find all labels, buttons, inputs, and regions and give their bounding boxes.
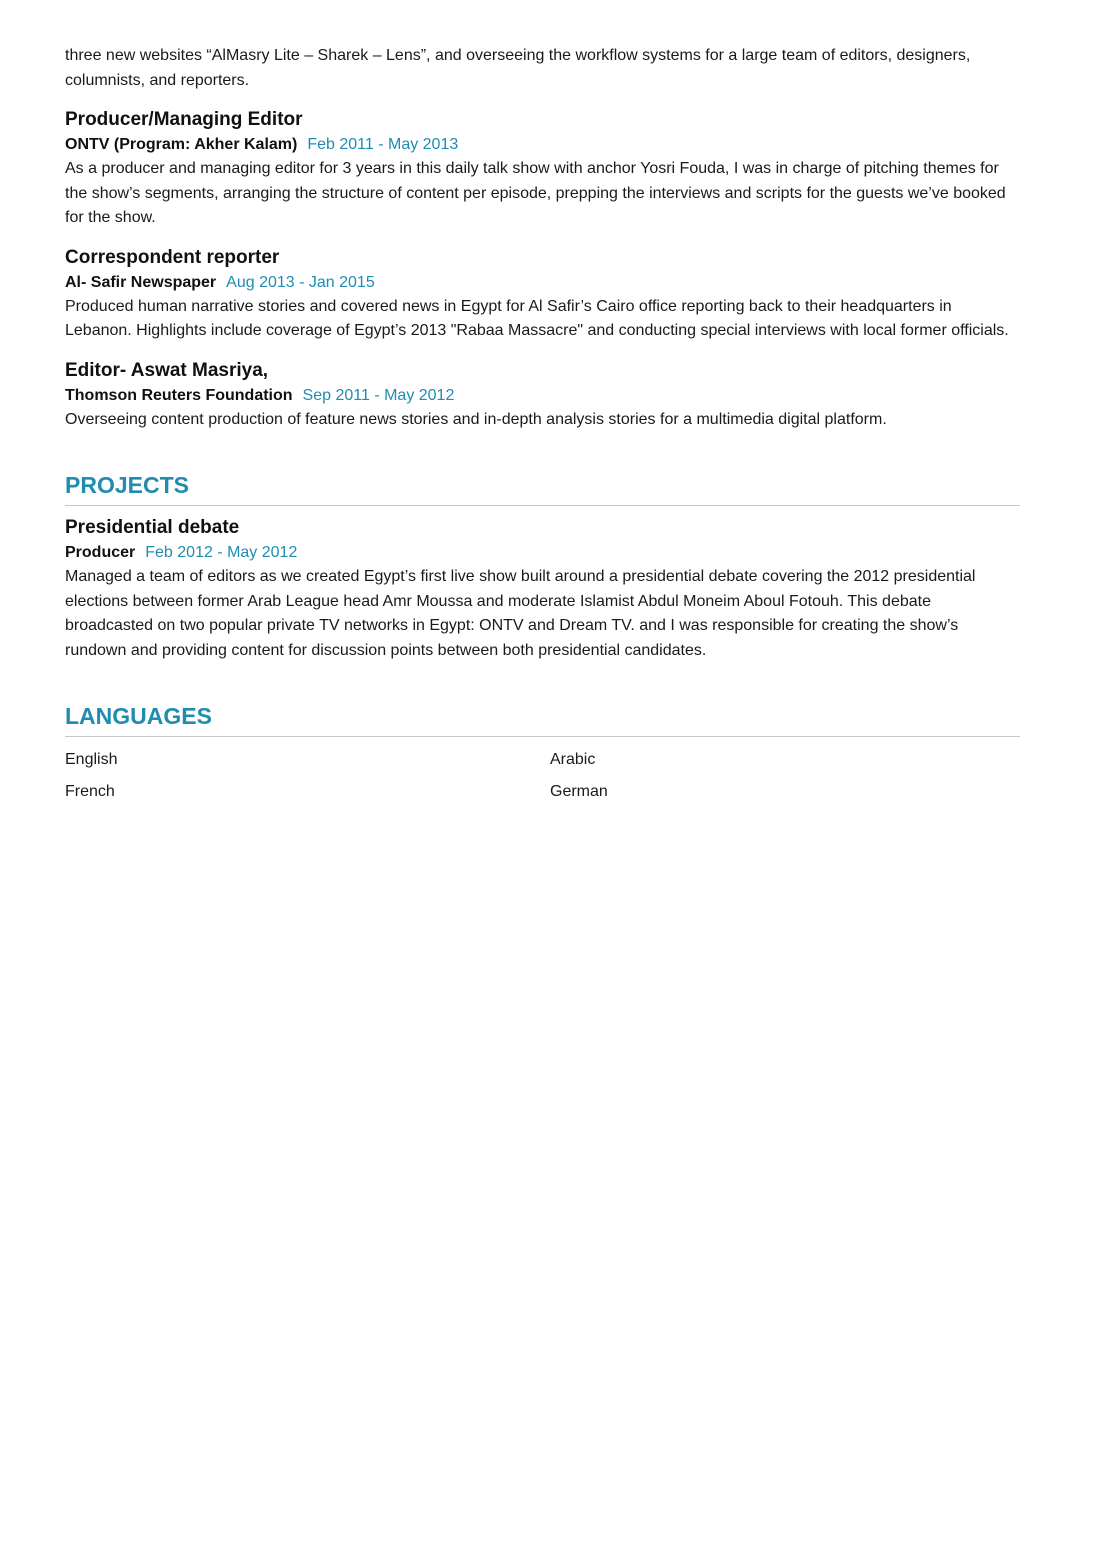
employer-name: Al- Safir Newspaper (65, 273, 217, 291)
language-item: English (65, 751, 118, 768)
job-description: As a producer and managing editor for 3 years in this daily talk show with anchor Yosri Fouda, I was in charge of pitching themes for the show’s segments, arranging the structure of content per episode, prepping the interviews and scripts for the guests we’ve booked for the show. (65, 160, 1006, 226)
languages-list (65, 748, 1020, 804)
project-dates: Feb 2012 - May 2012 (145, 544, 298, 561)
language-item: Arabic (550, 751, 596, 768)
languages-heading: LANGUAGES (65, 701, 1020, 737)
language-item: German (550, 783, 608, 800)
job-description: Overseeing content production of feature news stories and in-depth analysis stories for a multimedia digital platform. (65, 410, 887, 428)
job-description: Produced human narrative stories and covered news in Egypt for Al Safir’s Cairo office reporting back to their headquarters in Lebanon. Highlights include coverage of Egypt’s 2013 "Rabaa Massacre" and conducting special interviews with local former officials. (65, 297, 1009, 339)
employer-name: ONTV (Program: Akher Kalam) (65, 136, 298, 153)
job-title: Correspondent reporter (65, 246, 280, 268)
project-description: Managed a team of editors as we created Egypt’s first live show built around a presidential debate covering the 2012 presidential elections between former Arab League head Amr Moussa and moderate Islamist Abdul Moneim Aboul Fotouh. This debate broadcasted on two popular private TV networks in Egypt: ONTV and Dream TV. and I was responsible for creating the show’s rundown and providing content for discussion points between both presidential candidates. (65, 568, 976, 659)
languages-section (65, 701, 1020, 804)
job-dates: Feb 2011 - May 2013 (307, 136, 459, 153)
job-title: Producer/Managing Editor (65, 109, 303, 130)
projects-heading: PROJECTS (65, 470, 1020, 506)
resume-page (65, 44, 1020, 804)
employer-name: Thomson Reuters Foundation (65, 386, 293, 404)
projects-section (65, 470, 1020, 663)
project-title: Presidential debate (65, 517, 240, 538)
job-dates: Aug 2013 - Jan 2015 (226, 273, 375, 291)
project-meta (65, 542, 1020, 564)
experience-entry (65, 246, 1020, 344)
job-title: Editor- Aswat Masriya, (65, 359, 269, 381)
project-role: Producer (65, 544, 136, 561)
job-dates: Sep 2011 - May 2012 (302, 386, 455, 404)
experience-entry (65, 108, 1020, 231)
job-meta (65, 134, 1020, 156)
language-item: French (65, 783, 115, 800)
experience-entry (65, 359, 1020, 433)
job-meta (65, 385, 1020, 407)
intro-continuation-text: three new websites “AlMasry Lite – Sharek – Lens”, and overseeing the workflow systems for a large team of editors, designers, columnists, and reporters. (65, 47, 971, 89)
job-meta (65, 272, 1020, 294)
project-entry (65, 516, 1020, 663)
